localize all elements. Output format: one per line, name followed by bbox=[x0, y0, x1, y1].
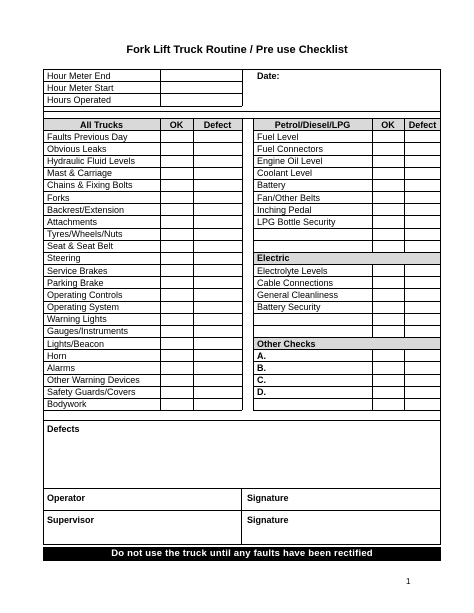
row-line bbox=[253, 398, 441, 399]
defect-checkbox[interactable] bbox=[193, 313, 242, 325]
supervisor-name-field[interactable] bbox=[105, 510, 240, 536]
supervisor-label: Supervisor bbox=[47, 515, 95, 525]
defect-checkbox[interactable] bbox=[193, 301, 242, 313]
ok-checkbox[interactable] bbox=[372, 288, 404, 300]
other-check-item: C. bbox=[257, 375, 266, 386]
ok-checkbox[interactable] bbox=[160, 252, 193, 264]
defect-checkbox[interactable] bbox=[404, 288, 441, 300]
defect-checkbox[interactable] bbox=[404, 130, 441, 142]
defects-label: Defects bbox=[47, 424, 80, 434]
ok-checkbox[interactable] bbox=[160, 191, 193, 203]
defect-checkbox[interactable] bbox=[193, 240, 242, 252]
defect-checkbox[interactable] bbox=[193, 374, 242, 386]
other-check-item: B. bbox=[257, 362, 266, 373]
ok-checkbox[interactable] bbox=[160, 301, 193, 313]
ok-checkbox[interactable] bbox=[372, 167, 404, 179]
ok-checkbox[interactable] bbox=[372, 191, 404, 203]
defect-checkbox[interactable] bbox=[193, 179, 242, 191]
warning-banner: Do not use the truck until any faults have been rectified bbox=[43, 547, 441, 561]
supervisor-signature-field[interactable] bbox=[300, 510, 438, 536]
ok-checkbox[interactable] bbox=[372, 155, 404, 167]
petrol-header: Petrol/Diesel/LPG bbox=[274, 120, 351, 130]
checklist-item: Engine Oil Level bbox=[257, 156, 323, 166]
defect-checkbox[interactable] bbox=[404, 386, 441, 398]
checklist-item: Operating System bbox=[47, 302, 120, 313]
hours-entry-field[interactable] bbox=[160, 69, 242, 81]
ok-checkbox[interactable] bbox=[372, 130, 404, 142]
checklist-item: Mast & Carriage bbox=[47, 168, 113, 179]
defect-header: Defect bbox=[203, 120, 232, 130]
defect-header: Defect bbox=[408, 120, 437, 130]
section-divider bbox=[43, 420, 441, 421]
ok-checkbox[interactable] bbox=[372, 386, 404, 398]
checklist-item: Other Warning Devices bbox=[47, 375, 140, 386]
all-trucks-header: All Trucks bbox=[79, 120, 124, 130]
section-divider bbox=[43, 111, 441, 112]
checklist-item: Inching Pedal bbox=[257, 204, 312, 215]
ok-checkbox[interactable] bbox=[160, 374, 193, 386]
ok-checkbox[interactable] bbox=[160, 240, 193, 252]
defect-checkbox[interactable] bbox=[404, 203, 441, 215]
ok-checkbox[interactable] bbox=[372, 203, 404, 215]
ok-checkbox[interactable] bbox=[372, 142, 404, 154]
defect-checkbox[interactable] bbox=[404, 155, 441, 167]
ok-checkbox[interactable] bbox=[160, 142, 193, 154]
defect-checkbox[interactable] bbox=[193, 130, 242, 142]
ok-checkbox[interactable] bbox=[160, 276, 193, 288]
defect-checkbox[interactable] bbox=[404, 374, 441, 386]
other-check-item: D. bbox=[257, 387, 266, 398]
checklist-item: Fan/Other Belts bbox=[257, 192, 321, 203]
checklist-item: Coolant Level bbox=[257, 168, 313, 179]
defect-checkbox[interactable] bbox=[193, 276, 242, 288]
other-check-item: A. bbox=[257, 350, 266, 361]
hours-label: Hour Meter End bbox=[47, 70, 111, 81]
electric-header: Electric bbox=[257, 253, 290, 264]
checklist-item: Battery Security bbox=[257, 302, 321, 313]
checklist-item: Tyres/Wheels/Nuts bbox=[47, 229, 123, 240]
checklist-item: Warning Lights bbox=[47, 314, 107, 325]
defect-checkbox[interactable] bbox=[193, 337, 242, 349]
ok-header: OK bbox=[381, 120, 395, 130]
defect-checkbox[interactable] bbox=[193, 398, 242, 410]
checklist-item: Service Brakes bbox=[47, 265, 108, 276]
ok-checkbox[interactable] bbox=[160, 313, 193, 325]
checklist-item: Obvious Leaks bbox=[47, 143, 107, 154]
ok-checkbox[interactable] bbox=[160, 155, 193, 167]
date-label: Date: bbox=[257, 71, 280, 81]
checklist-item: LPG Bottle Security bbox=[257, 216, 336, 227]
row-line bbox=[253, 325, 441, 326]
defect-checkbox[interactable] bbox=[404, 349, 441, 361]
ok-checkbox[interactable] bbox=[160, 130, 193, 142]
defect-checkbox[interactable] bbox=[404, 142, 441, 154]
operator-signature-field[interactable] bbox=[300, 488, 438, 510]
defect-checkbox[interactable] bbox=[193, 361, 242, 373]
column-line bbox=[241, 488, 242, 545]
ok-checkbox[interactable] bbox=[160, 203, 193, 215]
checklist-item: Forks bbox=[47, 192, 70, 203]
ok-checkbox[interactable] bbox=[372, 374, 404, 386]
ok-checkbox[interactable] bbox=[372, 301, 404, 313]
ok-checkbox[interactable] bbox=[160, 288, 193, 300]
defect-checkbox[interactable] bbox=[193, 155, 242, 167]
signature-label: Signature bbox=[247, 515, 289, 525]
checklist-item: Electrolyte Levels bbox=[257, 265, 328, 276]
checklist-item: Cable Connections bbox=[257, 277, 334, 288]
page-number: 1 bbox=[406, 577, 411, 586]
hours-label: Hours Operated bbox=[47, 94, 112, 105]
other-checks-header: Other Checks bbox=[257, 338, 316, 349]
defect-checkbox[interactable] bbox=[404, 191, 441, 203]
hours-label: Hour Meter Start bbox=[47, 82, 114, 93]
defect-checkbox[interactable] bbox=[193, 191, 242, 203]
checklist-item: Backrest/Extension bbox=[47, 204, 125, 215]
ok-checkbox[interactable] bbox=[372, 361, 404, 373]
defect-checkbox[interactable] bbox=[193, 203, 242, 215]
checklist-item: Faults Previous Day bbox=[47, 131, 128, 142]
ok-checkbox[interactable] bbox=[160, 264, 193, 276]
ok-checkbox[interactable] bbox=[160, 325, 193, 337]
ok-checkbox[interactable] bbox=[160, 179, 193, 191]
date-field[interactable] bbox=[283, 69, 441, 106]
checklist-item: Parking Brake bbox=[47, 277, 104, 288]
defect-checkbox[interactable] bbox=[193, 167, 242, 179]
checklist-item: Fuel Level bbox=[257, 131, 299, 142]
checklist-item: Horn bbox=[47, 350, 67, 361]
ok-checkbox[interactable] bbox=[160, 349, 193, 361]
checklist-item: Operating Controls bbox=[47, 289, 123, 300]
defect-checkbox[interactable] bbox=[193, 228, 242, 240]
checklist-item: Attachments bbox=[47, 216, 98, 227]
operator-name-field[interactable] bbox=[100, 488, 240, 510]
ok-checkbox[interactable] bbox=[372, 349, 404, 361]
column-line bbox=[242, 118, 243, 410]
defect-checkbox[interactable] bbox=[404, 167, 441, 179]
ok-checkbox[interactable] bbox=[372, 215, 404, 227]
checklist-item: Fuel Connectors bbox=[257, 143, 324, 154]
ok-checkbox[interactable] bbox=[372, 276, 404, 288]
checklist-item: Seat & Seat Belt bbox=[47, 241, 114, 252]
column-line bbox=[242, 69, 243, 106]
checklist-item: Gauges/Instruments bbox=[47, 326, 129, 337]
hours-entry-field[interactable] bbox=[160, 93, 242, 105]
checklist-item: Steering bbox=[47, 253, 81, 264]
ok-checkbox[interactable] bbox=[372, 264, 404, 276]
checklist-item: Alarms bbox=[47, 362, 76, 373]
checklist-item: Hydraulic Fluid Levels bbox=[47, 156, 136, 166]
checklist-item: Lights/Beacon bbox=[47, 338, 105, 349]
checklist-item: Safety Guards/Covers bbox=[47, 387, 136, 398]
row-line bbox=[43, 106, 242, 107]
defect-checkbox[interactable] bbox=[193, 349, 242, 361]
checklist-item: Bodywork bbox=[47, 399, 87, 410]
checklist-item: General Cleanliness bbox=[257, 289, 339, 300]
ok-checkbox[interactable] bbox=[160, 361, 193, 373]
column-line bbox=[160, 69, 161, 106]
page-title: Fork Lift Truck Routine / Pre use Checklist bbox=[126, 44, 348, 56]
signature-label: Signature bbox=[247, 493, 289, 503]
checklist-item: Chains & Fixing Bolts bbox=[47, 180, 133, 191]
defect-checkbox[interactable] bbox=[193, 325, 242, 337]
defect-checkbox[interactable] bbox=[404, 361, 441, 373]
defect-checkbox[interactable] bbox=[404, 179, 441, 191]
defect-checkbox[interactable] bbox=[193, 386, 242, 398]
ok-checkbox[interactable] bbox=[160, 215, 193, 227]
hours-entry-field[interactable] bbox=[160, 81, 242, 93]
defect-checkbox[interactable] bbox=[404, 264, 441, 276]
defect-checkbox[interactable] bbox=[404, 215, 441, 227]
ok-header: OK bbox=[169, 120, 184, 130]
defect-checkbox[interactable] bbox=[193, 264, 242, 276]
defect-checkbox[interactable] bbox=[193, 215, 242, 227]
ok-checkbox[interactable] bbox=[160, 398, 193, 410]
defect-checkbox[interactable] bbox=[193, 252, 242, 264]
ok-checkbox[interactable] bbox=[372, 179, 404, 191]
defect-checkbox[interactable] bbox=[404, 301, 441, 313]
defect-checkbox[interactable] bbox=[404, 276, 441, 288]
defect-checkbox[interactable] bbox=[193, 142, 242, 154]
ok-checkbox[interactable] bbox=[160, 167, 193, 179]
checklist-item: Battery bbox=[257, 180, 286, 191]
ok-checkbox[interactable] bbox=[160, 228, 193, 240]
row-line bbox=[253, 410, 441, 411]
row-line bbox=[253, 240, 441, 241]
defect-checkbox[interactable] bbox=[193, 288, 242, 300]
ok-checkbox[interactable] bbox=[160, 386, 193, 398]
column-line bbox=[253, 118, 254, 410]
operator-label: Operator bbox=[47, 493, 86, 503]
ok-checkbox[interactable] bbox=[160, 337, 193, 349]
